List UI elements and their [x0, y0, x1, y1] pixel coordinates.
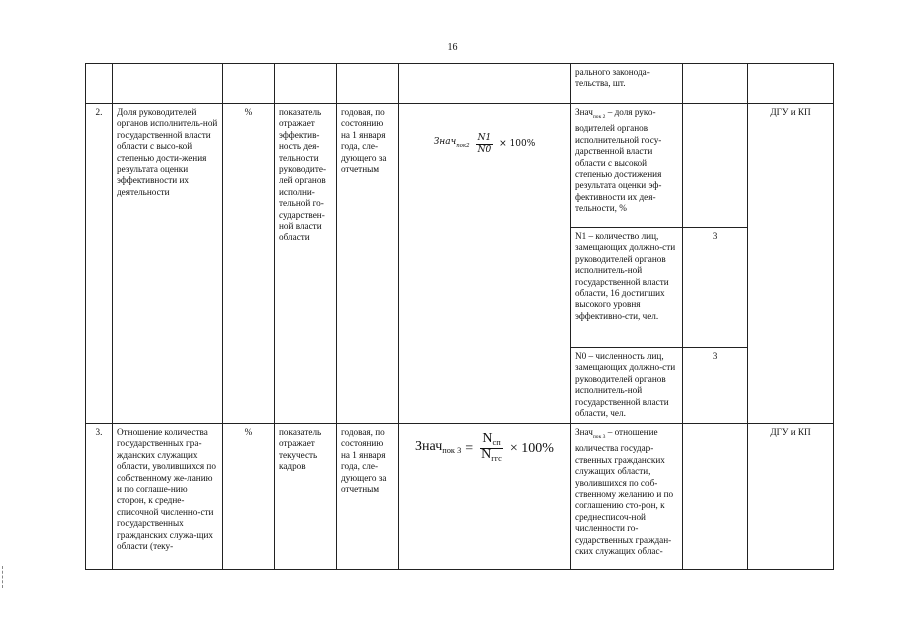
unit-cell: %	[223, 424, 275, 570]
period-cell: годовая, по состоянию на 1 января года, сле-дующего за отчетным	[337, 104, 399, 424]
indicator-name: Отношение количества государственных гра-жданских служащих области, уволившихся по собственному же-ланию и по соглаше-нию сторон, к средне-списочной численно-сти государственных гражданских служа-щих области (теку-	[113, 424, 223, 570]
definition-cell: рального законода-тельства, шт.	[571, 64, 683, 104]
formula-cell	[399, 424, 571, 570]
definition-cell: N0 – численность лиц, замещающих должно-сти руководителей органов исполнитель-ной государственной власти области, чел.	[571, 348, 683, 424]
unit-cell: %	[223, 104, 275, 424]
code-cell	[683, 424, 748, 570]
indicator-table	[85, 63, 834, 570]
definition-cell: N1 – количество лиц, замещающих должно-сти руководителей органов исполнитель-ной государственной власти области, 16 достигших высокого уровня эффективно-сти, чел.	[571, 228, 683, 348]
table-row-continuation	[86, 64, 834, 104]
formula-indicator-2: Знач$_{пок2}$ $\frac{N1}{N0}$ × 100%	[433, 133, 536, 156]
source-cell: ДГУ и КП	[748, 424, 834, 570]
definition-cell: Знач$_{пок 3}$ – отношение количества государ-ственных гражданских служащих области, уволившихся по соб-ственному желанию и по соглашению сто-рон, к среднесписоч-ной численности го-сударственных граждан-ских служащих облас-	[571, 424, 683, 570]
page-number: 16	[447, 42, 458, 53]
fraction: $\frac{N_{сп}}{N_{ггс}}$	[481, 431, 502, 464]
table-row-indicator-2	[86, 104, 834, 228]
source-cell: ДГУ и КП	[748, 104, 834, 424]
row-number: 2.	[86, 104, 113, 424]
formula-cell	[399, 104, 571, 424]
period-cell: годовая, по состоянию на 1 января года, сле-дующего за отчетным	[337, 424, 399, 570]
formula-indicator-3: Знач$_{пок 3}$ = $\frac{N_{сп}}{N_{ггс}}$ × 100%	[415, 431, 554, 464]
definition-cell: Знач$_{пок 2}$ – доля руко-водителей органов исполнительной госу-дарственной власти области с высокой степенью достижения результата оценки эф-фективности их дея-тельности, %	[571, 104, 683, 228]
scan-edge-mark	[2, 566, 5, 588]
description-cell: показатель отражает эффектив-ность дея-тельности руководите-лей органов исполни-тельной го-сударствен-ной власти области	[275, 104, 337, 424]
row-number: 3.	[86, 424, 113, 570]
fraction: $\frac{N1}{N0}$	[477, 133, 492, 156]
indicator-name: Доля руководителей органов исполнитель-ной государственной власти области с высо-кой степенью дости-жения результата оценки эффективности их деятельности	[113, 104, 223, 424]
code-cell	[683, 104, 748, 228]
code-cell: 3	[683, 348, 748, 424]
description-cell: показатель отражает текучесть кадров	[275, 424, 337, 570]
code-cell: 3	[683, 228, 748, 348]
table-row-indicator-3	[86, 424, 834, 570]
